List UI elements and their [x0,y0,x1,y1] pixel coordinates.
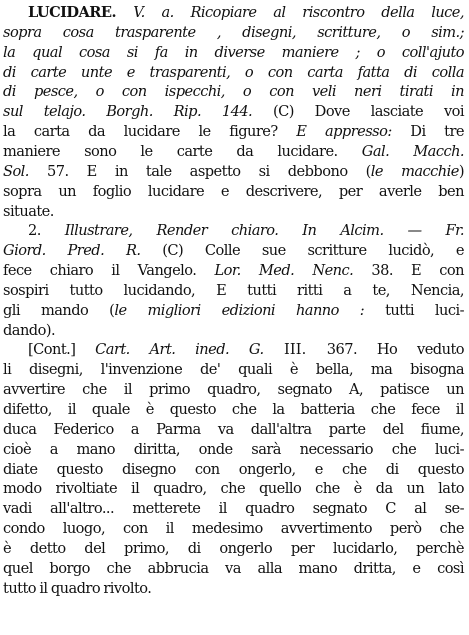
italic-text: le migliori edizioni hanno : [114,301,365,319]
text-run: tutti luci- [364,301,465,319]
text-line [3,261,464,281]
text-run: gli mando ( [3,301,115,319]
text-line [3,43,464,63]
text-run: è detto del primo, di ongerlo per lucidarlo, perchè [3,539,464,557]
text-run: fece chiaro il Vangelo. [3,262,215,280]
text-line [3,460,464,480]
italic-text: la qual cosa si fa in diverse maniere ; o coll'ajuto [3,43,464,61]
text-line [3,400,464,420]
text-run: 2. [28,222,65,240]
text-line [3,63,464,83]
headword: LUCIDARE. [28,4,134,21]
text-run: 367. Ho veduto [326,341,464,359]
text-line [3,519,464,539]
text-run: modo rivoltiate il quadro, che quello che è da un lato [3,480,464,498]
text-line [3,301,464,321]
text-run: Di tre [391,123,464,141]
text-run: cioè a mano diritta, onde sarà necessario che luci- [3,440,464,458]
italic-text: Sol. [3,162,29,180]
text-run: 38. E con [353,262,464,280]
text-run: sospiri tutto lucidando, E tutti ritti a te, Nencia, [3,281,464,299]
text-line [3,559,464,579]
text-run: (C) Colle sue scritture lucidò, e [140,242,464,260]
text-line [3,420,464,440]
text-run: III. [263,341,327,359]
text-run: li disegni, l'invenzione de' quali è bella, ma bisogna [3,361,464,379]
italic-text: sopra cosa trasparente , disegni, scritture, o sim.; [3,23,464,41]
italic-text: di pesce, o con ispecchi, o con veli neri tirati in [3,83,464,101]
text-line [3,241,464,261]
italic-text: Illustrare, Render chiaro. In Alcim. — Fr. [64,222,464,240]
text-line [3,579,464,599]
text-line [3,102,464,122]
text-line [3,281,464,301]
italic-text: Gal. Macch. [361,142,465,160]
text-line [3,321,464,341]
text-line [3,360,464,380]
text-run: sopra un foglio lucidare e descrivere, per averle ben [3,182,464,200]
text-line [3,162,464,182]
italic-text: Lor. Med. Nenc. [214,262,354,280]
text-run: 57. E in tale aspetto si debbono ( [28,162,371,180]
italic-text: le macchie [370,162,459,180]
text-run: condo luogo, con il medesimo avvertimento però che [3,520,464,538]
text-line [3,539,464,559]
text-run: vadi all'altro... metterete il quadro segnato C al se- [3,500,464,518]
text-run: ) [458,162,464,180]
text-line [3,380,464,400]
text-run: dando). [3,321,56,339]
text-run: situate. [3,202,54,220]
text-run: tutto il quadro rivolto. [3,579,152,597]
text-line [28,221,464,241]
text-run: [Cont.] [28,341,96,359]
text-run: duca Federico a Parma va dall'altra parte del fiume, [3,420,464,438]
text-run: diate questo disegno con ongerlo, e che di questo [3,460,464,478]
text-line [3,82,464,102]
text-run: quel borgo che abbrucia va alla mano dritta, e così [3,559,464,577]
italic-text: di carte unte e trasparenti, o con carta fatta di colla [3,63,464,81]
text-run: avvertire che il primo quadro, segnato A, patisce un [3,381,464,399]
text-line [3,23,464,43]
text-run: (C) Dove lasciate voi [252,103,465,121]
italic-text: sul telajo. Borgh. Rip. 144. [3,103,253,121]
text-line [3,122,464,142]
text-line [3,499,464,519]
text-run: difetto, il quale è questo che la batteria che fece il [3,401,464,418]
italic-text: Giord. Pred. R. [3,242,141,260]
italic-text: Cart. Art. ined. G. [95,341,264,359]
text-line [3,202,464,222]
text-line [3,142,464,162]
text-line [3,479,464,499]
text-line [28,340,464,360]
italic-text: E appresso: [296,123,392,141]
text-run: la carta da lucidare le figure? [3,123,297,141]
text-line [3,182,464,202]
text-line [28,3,464,23]
text-line [3,440,464,460]
text-run: maniere sono le carte da lucidare. [3,142,362,160]
italic-text: V. a. Ricopiare al riscontro della luce, [133,4,464,21]
